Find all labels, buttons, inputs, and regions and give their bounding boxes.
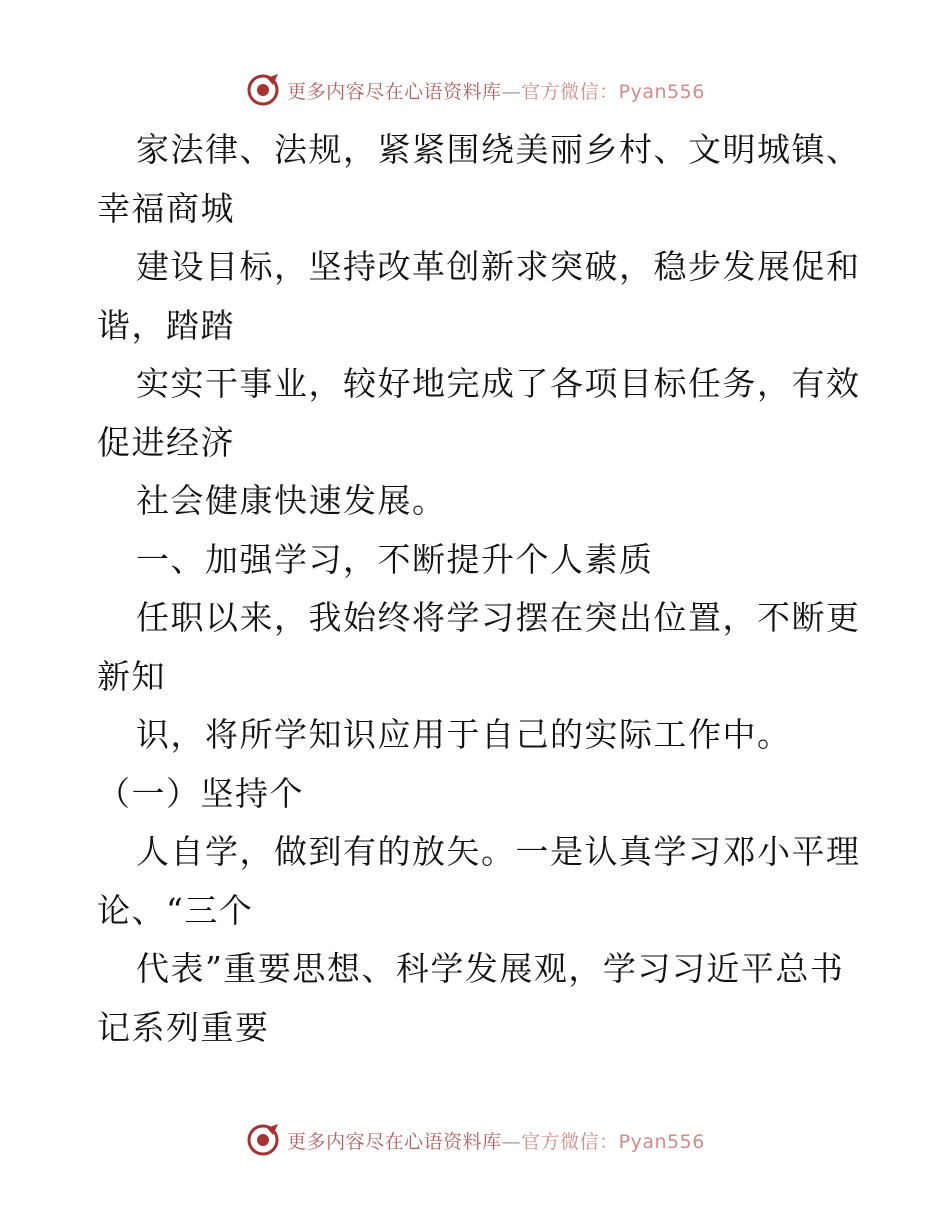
header-separator: — [501,80,522,103]
footer-text [287,1127,705,1154]
text-line: 实实干事业，较好地完成了各项目标任务，有效 [136,364,861,403]
document-body [97,121,861,1057]
text-line: 家法律、法规，紧紧围绕美丽乡村、文明城镇、 [136,130,861,169]
header-site: 更多内容尽在心语资料库 [287,80,502,103]
text-line: 促进经济 [97,422,235,462]
text-line: 谐，踏踏 [97,305,235,345]
brand-logo-icon [245,1122,281,1158]
brand-logo-icon [245,72,281,108]
header-wechat: 官方微信：Pyan556 [521,80,705,103]
footer-banner [0,1120,950,1160]
text-line: 识，将所学知识应用于自己的实际工作中。 [136,715,792,754]
text-line: 幸福商城 [97,188,235,228]
header-text [287,77,705,104]
text-line: 社会健康快速发展。 [136,481,447,520]
text-line: 建设目标，坚持改革创新求突破，稳步发展促和 [136,247,861,286]
text-line: （一）坚持个 [97,773,304,813]
section-heading: 一、加强学习，不断提升个人素质 [136,539,654,579]
footer-wechat: 官方微信：Pyan556 [521,1130,705,1153]
header-banner [0,70,950,110]
footer-separator: — [501,1130,522,1153]
footer-site: 更多内容尽在心语资料库 [287,1130,502,1153]
text-line: 任职以来，我始终将学习摆在突出位置，不断更 [136,598,861,637]
text-line: 代表”重要思想、科学发展观，学习习近平总书 [136,949,845,988]
text-line: 记系列重要 [97,1007,270,1047]
text-line: 新知 [97,656,166,696]
text-line: 人自学，做到有的放矢。一是认真学习邓小平理 [136,832,861,871]
text-line: 论、“三个 [97,890,254,930]
